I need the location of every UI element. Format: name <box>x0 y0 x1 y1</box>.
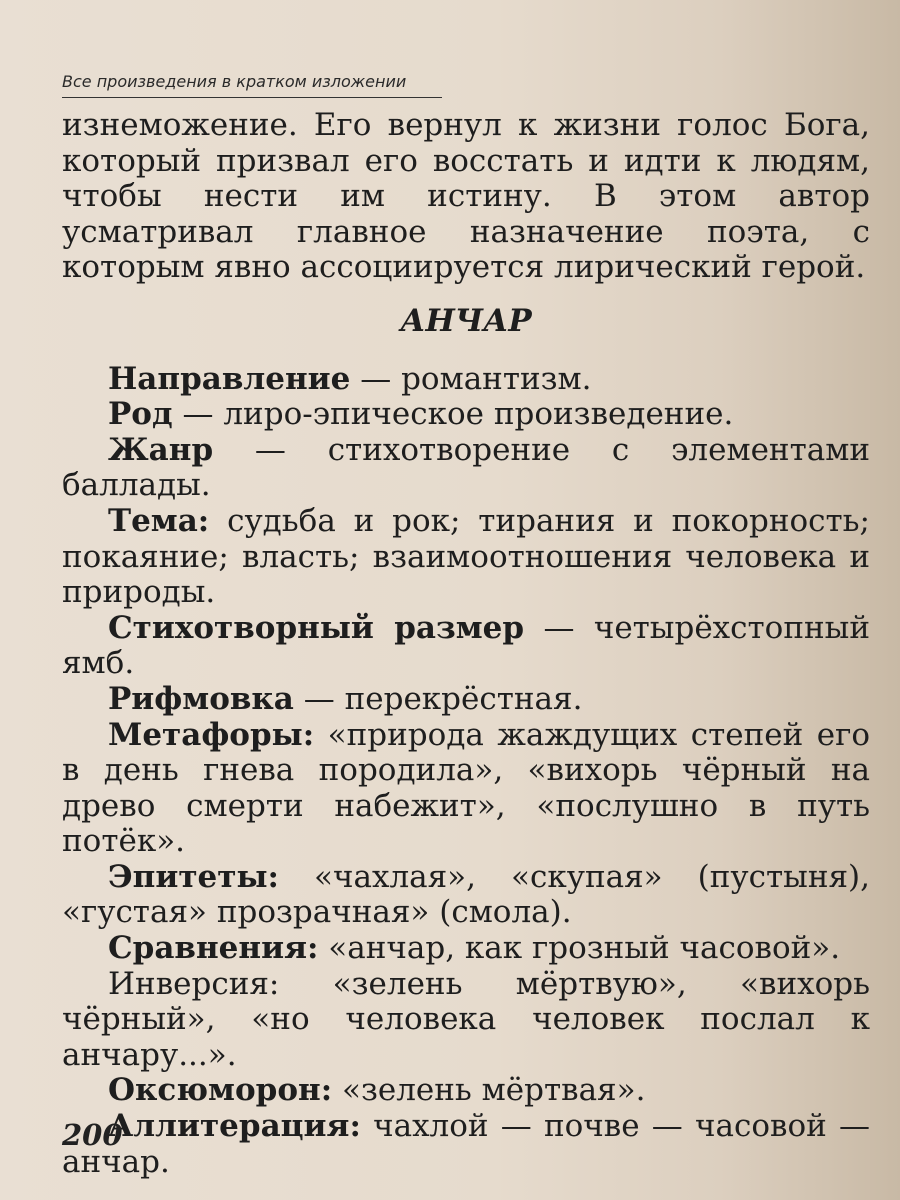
entry-label: Тема: <box>108 502 210 539</box>
entry-direction <box>62 362 870 398</box>
entry-metaphors <box>62 718 870 860</box>
entry-text: Инверсия: «зелень мёртвую», «вихорь чёрный», «но человека человек послал к анчару...». <box>62 965 870 1073</box>
entry-oxymoron <box>62 1073 870 1109</box>
entry-label: Оксюморон: <box>108 1072 333 1109</box>
entry-label: Жанр <box>108 431 214 468</box>
entry-text: «чахлая», «скупая» (пустыня), «густая» прозрачная» (смола). <box>62 858 870 931</box>
page-number: 200 <box>62 1118 123 1152</box>
entry-text: — стихотворение с элементами баллады. <box>62 431 870 504</box>
entry-text: — перекрёстная. <box>293 680 583 717</box>
entry-text: «природа жаждущих степей его в день гнева породила», «вихорь чёрный на древо смерти набежит», «послушно в путь потёк». <box>62 716 870 860</box>
main-text <box>62 108 870 1180</box>
entry-label: Аллитерация: <box>108 1108 361 1145</box>
entry-text: «зелень мёртвая». <box>332 1072 646 1109</box>
entry-inversion <box>62 967 870 1074</box>
entry-meter <box>62 611 870 682</box>
entry-epithets <box>62 860 870 931</box>
entry-label: Род <box>108 396 173 433</box>
intro-paragraph: изнеможение. Его вернул к жизни голос Бога, который призвал его восстать и идти к людям, чтобы нести им истину. В этом автор усматривал главное назначение поэта, с которым явно ассоциируется лирический герой. <box>62 107 870 286</box>
entry-text: «анчар, как грозный часовой». <box>318 930 841 967</box>
entry-rhyme <box>62 682 870 718</box>
entry-text: — романтизм. <box>350 360 592 397</box>
section-title: АНЧАР <box>400 302 532 339</box>
entry-text: судьба и рок; тирания и покорность; покаяние; власть; взаимоотношения человека и природы. <box>62 502 870 611</box>
entry-alliteration <box>62 1109 870 1180</box>
entry-kind <box>62 397 870 433</box>
entry-genre <box>62 433 870 504</box>
running-head: Все произведения в кратком изложении <box>62 72 442 98</box>
entry-label: Метафоры: <box>108 716 315 753</box>
entry-text: — лиро-эпическое произведение. <box>172 396 734 433</box>
entry-theme <box>62 504 870 611</box>
entry-label: Рифмовка <box>108 680 294 717</box>
entry-label: Стихотворный размер <box>108 609 525 646</box>
entry-text: чахлой — почве — часовой — анчар. <box>62 1108 870 1180</box>
entry-label: Сравнения: <box>108 930 319 967</box>
entry-label: Эпитеты: <box>108 858 279 895</box>
entry-comparisons <box>62 931 870 967</box>
entry-text: — четырёхстопный ямб. <box>62 609 870 682</box>
entry-label: Направление <box>108 360 351 397</box>
